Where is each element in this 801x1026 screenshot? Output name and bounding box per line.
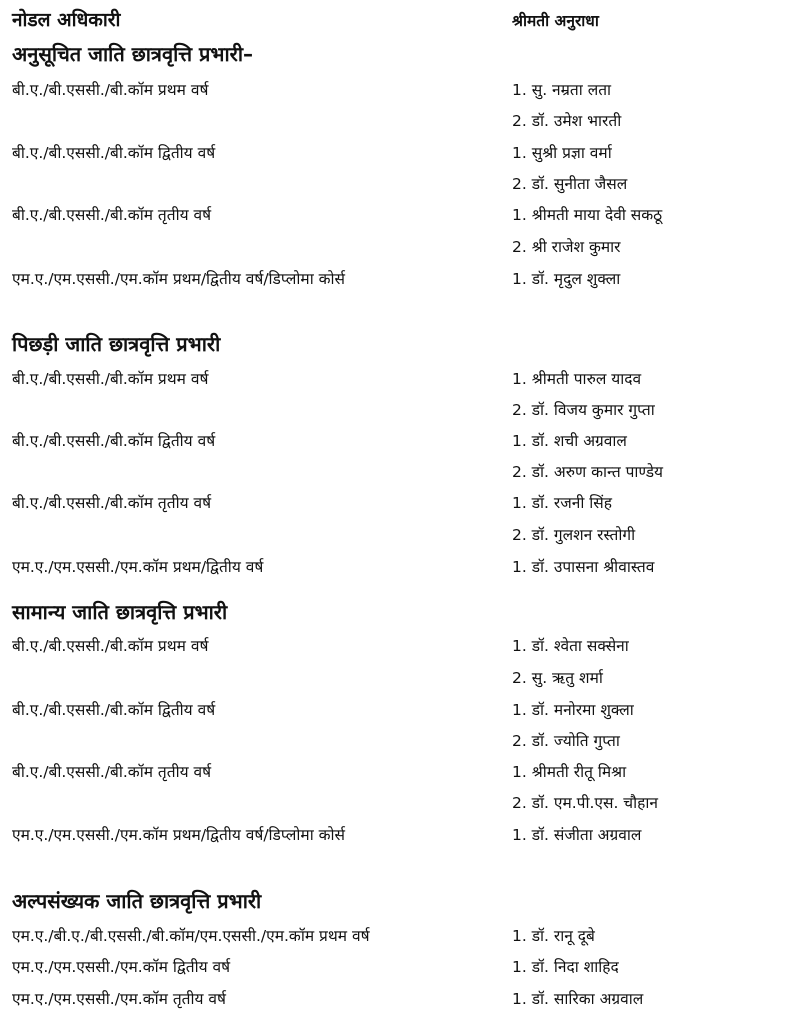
person-name: 1. डॉ. शची अग्रवाल [512, 432, 627, 450]
person-name: 1. सु. नम्रता लता [512, 81, 612, 99]
person-name: 2. डॉ. अरुण कान्त पाण्डेय [512, 463, 664, 481]
course-label: एम.ए./एम.एससी./एम.कॉम प्रथम/द्वितीय वर्ष [12, 558, 264, 576]
person-name: 2. डॉ. विजय कुमार गुप्ता [512, 401, 655, 419]
course-label: बी.ए./बी.एससी./बी.कॉम तृतीय वर्ष [12, 494, 212, 512]
person-name: 1. डॉ. रजनी सिंह [512, 494, 612, 512]
nodal-officer-label: नोडल अधिकारी [12, 9, 121, 31]
person-name: 1. डॉ. रानू दूबे [512, 927, 595, 945]
person-name: 2. डॉ. एम.पी.एस. चौहान [512, 794, 658, 812]
course-label: बी.ए./बी.एससी./बी.कॉम तृतीय वर्ष [12, 206, 212, 224]
course-label: बी.ए./बी.एससी./बी.कॉम प्रथम वर्ष [12, 637, 209, 655]
person-name: 1. श्रीमती रीतू मिश्रा [512, 763, 627, 781]
nodal-officer-name: श्रीमती अनुराधा [512, 12, 599, 30]
person-name: 1. डॉ. श्वेता सक्सेना [512, 637, 629, 655]
person-name: 2. डॉ. सुनीता जैसल [512, 175, 628, 193]
section-heading-minority: अल्पसंख्यक जाति छात्रवृत्ति प्रभारी [12, 889, 262, 913]
person-name: 1. डॉ. सारिका अग्रवाल [512, 990, 644, 1008]
person-name: 1. डॉ. निदा शाहिद [512, 958, 619, 976]
course-label: एम.ए./एम.एससी./एम.कॉम तृतीय वर्ष [12, 990, 227, 1008]
person-name: 1. डॉ. उपासना श्रीवास्तव [512, 558, 655, 576]
course-label: एम.ए./एम.एससी./एम.कॉम प्रथम/द्वितीय वर्ष/डिप्लोमा कोर्स [12, 270, 346, 288]
course-label: बी.ए./बी.एससी./बी.कॉम प्रथम वर्ष [12, 81, 209, 99]
person-name: 1. डॉ. संजीता अग्रवाल [512, 826, 642, 844]
course-label: बी.ए./बी.एससी./बी.कॉम द्वितीय वर्ष [12, 144, 216, 162]
person-name: 1. डॉ. मृदुल शुक्ला [512, 270, 621, 288]
section-heading-obc: पिछड़ी जाति छात्रवृत्ति प्रभारी [12, 332, 221, 356]
course-label: एम.ए./बी.ए./बी.एससी./बी.कॉम/एम.एससी./एम.कॉम प्रथम वर्ष [12, 927, 370, 945]
section-heading-sc: अनुसूचित जाति छात्रवृत्ति प्रभारी– [12, 42, 254, 66]
course-label: बी.ए./बी.एससी./बी.कॉम तृतीय वर्ष [12, 763, 212, 781]
person-name: 1. श्रीमती पारुल यादव [512, 370, 642, 388]
person-name: 1. डॉ. मनोरमा शुक्ला [512, 701, 634, 719]
person-name: 2. डॉ. उमेश भारती [512, 112, 622, 130]
person-name: 2. डॉ. गुलशन रस्तोगी [512, 526, 636, 544]
course-label: बी.ए./बी.एससी./बी.कॉम द्वितीय वर्ष [12, 432, 216, 450]
section-heading-general: सामान्य जाति छात्रवृत्ति प्रभारी [12, 600, 228, 624]
course-label: एम.ए./एम.एससी./एम.कॉम द्वितीय वर्ष [12, 958, 231, 976]
person-name: 2. डॉ. ज्योति गुप्ता [512, 732, 620, 750]
person-name: 2. सु. ऋतु शर्मा [512, 669, 603, 687]
person-name: 1. सुश्री प्रज्ञा वर्मा [512, 144, 612, 162]
person-name: 2. श्री राजेश कुमार [512, 238, 621, 256]
course-label: एम.ए./एम.एससी./एम.कॉम प्रथम/द्वितीय वर्ष/डिप्लोमा कोर्स [12, 826, 346, 844]
course-label: बी.ए./बी.एससी./बी.कॉम प्रथम वर्ष [12, 370, 209, 388]
person-name: 1. श्रीमती माया देवी सकठू [512, 206, 663, 224]
course-label: बी.ए./बी.एससी./बी.कॉम द्वितीय वर्ष [12, 701, 216, 719]
